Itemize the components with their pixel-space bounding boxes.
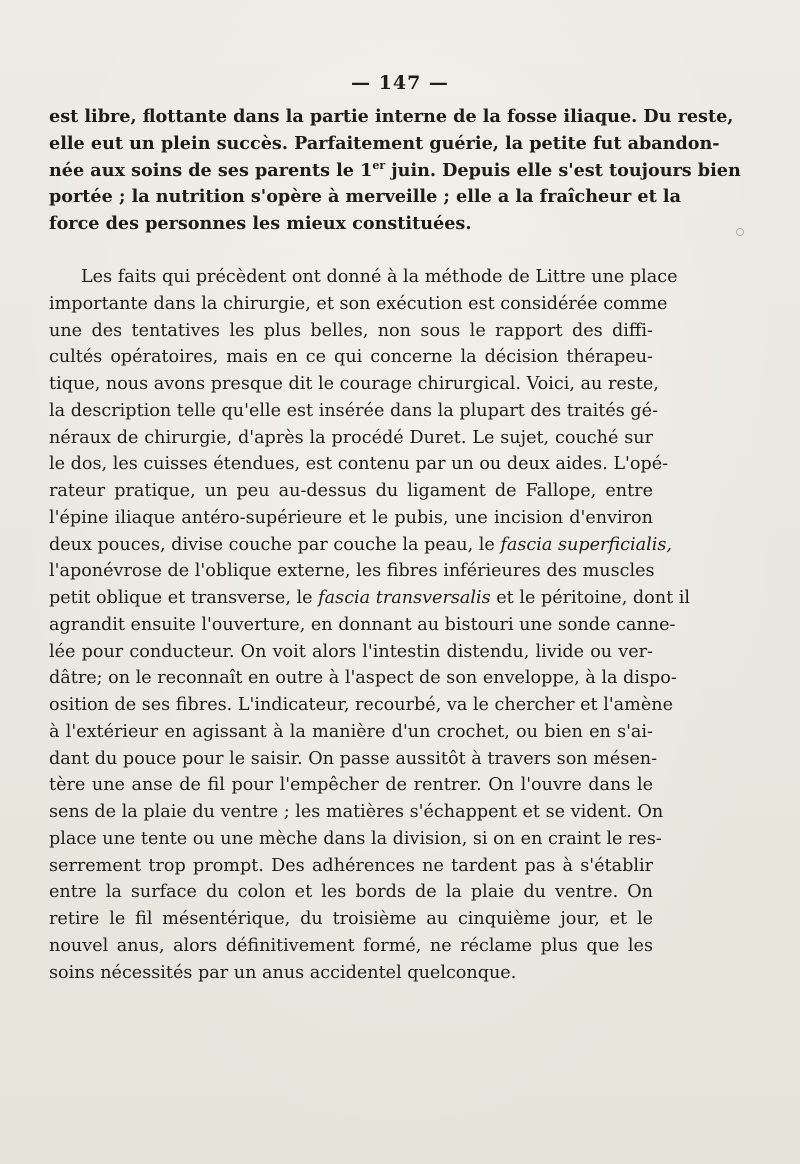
text-fragment: deux pouces, divise couche par couche la peau, le xyxy=(49,534,501,555)
italic-term: fascia transversalis xyxy=(318,588,491,608)
text-line: dant du pouce pour le saisir. On passe aussitôt à travers son mésen- xyxy=(49,748,658,769)
text-line xyxy=(49,158,741,185)
superscript: er xyxy=(372,158,386,172)
text-line: sens de la plaie du ventre ; les matières s'échappent et se vident. On xyxy=(49,802,664,822)
text-line: cultés opératoires, mais en ce qui concerne la décision thérapeu- xyxy=(49,347,653,368)
text-line xyxy=(49,532,673,559)
italic-term: fascia superficialis, xyxy=(500,534,673,555)
text-line: la description telle qu'elle est insérée dans la plupart des traités gé- xyxy=(49,400,659,421)
page-number: — 147 — xyxy=(351,72,449,94)
text-line: place une tente ou une mèche dans la division, si on en craint le res- xyxy=(49,828,662,849)
paragraph-2 xyxy=(49,264,690,986)
text-fragment: et le péritoine, dont il xyxy=(490,588,690,608)
text-line: nouvel anus, alors définitivement formé, ne réclame plus que les xyxy=(49,935,653,956)
text-line: est libre, flottante dans la partie interne de la fosse iliaque. Du reste, xyxy=(49,106,734,127)
text-line: agrandit ensuite l'ouverture, en donnant au bistouri une sonde canne- xyxy=(49,614,676,635)
text-line: tère une anse de fil pour l'empêcher de rentrer. On l'ouvre dans le xyxy=(49,775,653,796)
text-line xyxy=(49,585,690,612)
text-line: elle eut un plein succès. Parfaitement guérie, la petite fut abandon- xyxy=(49,132,720,154)
text-line: une des tentatives les plus belles, non sous le rapport des diffi- xyxy=(49,320,653,341)
text-line: dâtre; on le reconnaît en outre à l'aspect de son enveloppe, à la dispo- xyxy=(49,668,677,689)
text-line: rateur pratique, un peu au-dessus du ligament de Fallope, entre xyxy=(49,481,653,501)
text-fragment: née aux soins de ses parents le 1 xyxy=(49,159,373,181)
text-fragment: juin. Depuis elle s'est toujours bien xyxy=(385,159,741,181)
text-fragment: petit oblique et transverse, le xyxy=(49,588,319,608)
text-line: importante dans la chirurgie, et son exécution est considérée comme xyxy=(49,293,668,314)
text-line: retire le fil mésentérique, du troisième au cinquième jour, et le xyxy=(49,909,653,929)
text-line: portée ; la nutrition s'opère à merveille ; elle a la fraîcheur et la xyxy=(49,186,681,208)
text-line: l'épine iliaque antéro-supérieure et le pubis, une incision d'environ xyxy=(49,507,653,528)
text-line: l'aponévrose de l'oblique externe, les fibres inférieures des muscles xyxy=(49,561,655,582)
paper-speck xyxy=(736,228,744,236)
text-line: soins nécessités par un anus accidentel quelconque. xyxy=(49,962,517,983)
text-line: force des personnes les mieux constituées. xyxy=(49,213,472,234)
text-line: tique, nous avons presque dit le courage chirurgical. Voici, au reste, xyxy=(49,374,659,394)
text-line: Les faits qui précèdent ont donné à la méthode de Littre une place xyxy=(81,267,678,287)
paragraph-1 xyxy=(49,104,741,238)
text-line: serrement trop prompt. Des adhérences ne tardent pas à s'établir xyxy=(49,855,653,876)
text-line: le dos, les cuisses étendues, est contenu par un ou deux aides. L'opé- xyxy=(49,454,669,475)
text-line: entre la surface du colon et les bords de la plaie du ventre. On xyxy=(49,882,653,903)
text-line: lée pour conducteur. On voit alors l'intestin distendu, livide ou ver- xyxy=(49,641,653,662)
text-line: osition de ses fibres. L'indicateur, recourbé, va le chercher et l'amène xyxy=(49,695,674,715)
text-line: à l'extérieur en agissant à la manière d'un crochet, ou bien en s'ai- xyxy=(49,721,653,742)
text-line: néraux de chirurgie, d'après la procédé Duret. Le sujet, couché sur xyxy=(49,427,653,448)
